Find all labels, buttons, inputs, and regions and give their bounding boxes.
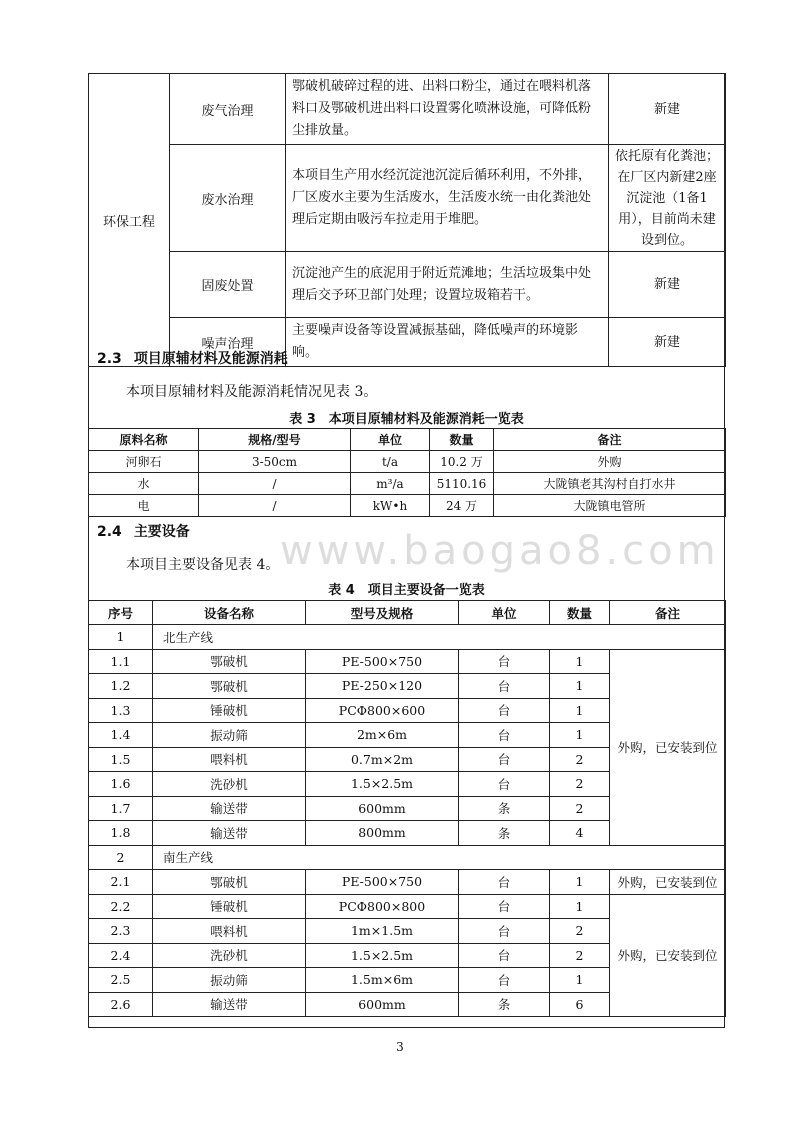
table-cell: 水 [89,473,199,495]
group-name: 南生产线 [153,845,726,870]
table-cell: 2.2 [89,894,153,919]
table-cell: / [199,473,351,495]
table-cell: 1 [550,649,610,674]
table-cell: 1.6 [89,772,153,797]
paragraph: 本项目原辅材料及能源消耗情况见表 3。 [126,384,378,400]
table-cell: 锤破机 [153,894,306,919]
table-cell: 洗砂机 [153,943,306,968]
group-name: 北生产线 [153,625,726,650]
table-row [89,252,726,318]
table-cell: PE-500×750 [306,649,459,674]
column-header: 备注 [494,429,726,451]
table-cell: 台 [459,943,550,968]
table-cell: 台 [459,968,550,993]
table-cell: 鄂破机 [153,870,306,895]
table-cell: 600mm [306,796,459,821]
env-desc: 鄂破机破碎过程的进、出料口粉尘，通过在喂料机落料口及鄂破机进出料口设置雾化喷淋设施，可降低粉尘排放量。 [286,74,609,145]
table-cell: 1 [550,723,610,748]
column-header: 单位 [351,429,430,451]
table-cell: 1.8 [89,821,153,846]
table-cell: 1.7 [89,796,153,821]
table-cell: 600mm [306,992,459,1017]
table-cell: PE-250×120 [306,674,459,699]
table-row [89,649,726,674]
table-cell: 台 [459,919,550,944]
table-cell: 1 [550,894,610,919]
group-number: 1 [89,625,153,650]
materials-table [88,428,726,517]
table-cell: 振动筛 [153,968,306,993]
table-cell: 1 [550,674,610,699]
env-item: 固废处置 [170,252,286,318]
table-cell: 条 [459,992,550,1017]
table-cell: 台 [459,870,550,895]
table-cell: 2 [550,772,610,797]
table-cell: 锤破机 [153,698,306,723]
table-cell: 台 [459,723,550,748]
table-cell: 输送带 [153,796,306,821]
table-cell: 1.5m×6m [306,968,459,993]
table-cell: 台 [459,649,550,674]
column-header: 数量 [430,429,494,451]
table-cell: 0.7m×2m [306,747,459,772]
table-cell: kW•h [351,495,430,517]
table-cell: 喂料机 [153,747,306,772]
paragraph: 本项目主要设备见表 4。 [126,557,280,573]
table-cell: 1.3 [89,698,153,723]
row-note: 外购，已安装到位 [610,870,726,895]
table-cell: 电 [89,495,199,517]
table-cell: 鄂破机 [153,674,306,699]
section-number: 2.4 [97,524,122,540]
table-cell: 1.5×2.5m [306,943,459,968]
section-title: 主要设备 [133,524,190,540]
env-desc: 主要噪声设备等设置减振基础，降低噪声的环境影响。 [286,318,609,367]
table-cell: 24 万 [430,495,494,517]
table-cell: 河卵石 [89,451,199,473]
table-cell: 2 [550,747,610,772]
table-cell: 喂料机 [153,919,306,944]
table-row [89,145,726,252]
table-cell: 输送带 [153,992,306,1017]
table-cell: / [199,495,351,517]
table-cell: 大陇镇电管所 [494,495,726,517]
column-header: 备注 [610,601,726,625]
table-cell: 800mm [306,821,459,846]
column-header: 单位 [459,601,550,625]
table-row [89,870,726,895]
env-item: 废水治理 [170,145,286,252]
table-cell: 大陇镇老其沟村自打水井 [494,473,726,495]
env-note: 新建 [609,252,726,318]
env-desc: 本项目生产用水经沉淀池沉淀后循环利用，不外排，厂区废水主要为生活废水，生活废水统一由化粪池处理后定期由吸污车拉走用于堆肥。 [286,145,609,252]
column-header: 设备名称 [153,601,306,625]
table-cell: 10.2 万 [430,451,494,473]
table-cell: 1.2 [89,674,153,699]
table3-caption: 表 3 本项目原辅材料及能源消耗一览表 [289,412,524,427]
table-cell: 1 [550,870,610,895]
table-row [89,451,726,473]
group-number: 2 [89,845,153,870]
table-cell: 1.4 [89,723,153,748]
table-cell: 输送带 [153,821,306,846]
table-cell: 2 [550,796,610,821]
table-cell: 振动筛 [153,723,306,748]
table-row [89,894,726,919]
table-row [89,473,726,495]
table-cell: 台 [459,698,550,723]
column-header: 数量 [550,601,610,625]
table-cell: 3-50cm [199,451,351,473]
table-cell: 2.3 [89,919,153,944]
table-cell: 台 [459,772,550,797]
table-cell: 1 [550,968,610,993]
page-number: 3 [396,1040,404,1054]
section-number: 2.3 [97,351,122,367]
table-cell: 2.5 [89,968,153,993]
table-cell: 1.5 [89,747,153,772]
section-title: 项目原辅材料及能源消耗 [133,351,288,367]
table-cell: 台 [459,747,550,772]
table-cell: 台 [459,674,550,699]
section-heading-2-3 [97,348,288,368]
env-item: 废气治理 [170,74,286,145]
table-cell: m³/a [351,473,430,495]
watermark: www.baogao8.com [280,528,720,574]
table-cell: 6 [550,992,610,1017]
table-cell: t/a [351,451,430,473]
section-heading-2-4 [97,521,190,541]
table-cell: 1 [550,698,610,723]
table-header-row [89,429,726,451]
table-cell: 洗砂机 [153,772,306,797]
group-row-north [89,625,726,650]
group-row-south [89,845,726,870]
table-cell: 1.1 [89,649,153,674]
table-cell: 1.5×2.5m [306,772,459,797]
table-cell: 2.6 [89,992,153,1017]
table-cell: 2.1 [89,870,153,895]
table-cell: 外购 [494,451,726,473]
column-header: 规格/型号 [199,429,351,451]
table-cell: 鄂破机 [153,649,306,674]
table-cell: 条 [459,796,550,821]
table-cell: 台 [459,894,550,919]
table-cell: 1m×1.5m [306,919,459,944]
group-note: 外购，已安装到位 [610,894,726,1017]
table-cell: 2 [550,943,610,968]
table-cell: PCΦ800×600 [306,698,459,723]
table-cell: 5110.16 [430,473,494,495]
table-header-row [89,601,726,625]
column-header: 型号及规格 [306,601,459,625]
table-row [89,495,726,517]
env-desc: 沉淀池产生的底泥用于附近荒滩地；生活垃圾集中处理后交予环卫部门处理；设置垃圾箱若干。 [286,252,609,318]
table-cell: PCΦ800×800 [306,894,459,919]
table-cell: 2m×6m [306,723,459,748]
table-cell: 2 [550,919,610,944]
table4-caption: 表 4 项目主要设备一览表 [328,583,485,598]
table-cell: 2.4 [89,943,153,968]
table-cell: 4 [550,821,610,846]
env-category: 环保工程 [89,74,170,367]
env-item: 噪声治理 [170,318,286,367]
table-row [89,74,726,145]
table-cell: 条 [459,821,550,846]
env-note: 依托原有化粪池；在厂区内新建2座沉淀池（1备1用），目前尚未建设到位。 [609,145,726,252]
env-protection-table [88,73,726,367]
column-header: 原料名称 [89,429,199,451]
env-note: 新建 [609,318,726,367]
equipment-table [88,600,726,1017]
table-cell: PE-500×750 [306,870,459,895]
env-note: 新建 [609,74,726,145]
group-note: 外购，已安装到位 [610,649,726,845]
column-header: 序号 [89,601,153,625]
